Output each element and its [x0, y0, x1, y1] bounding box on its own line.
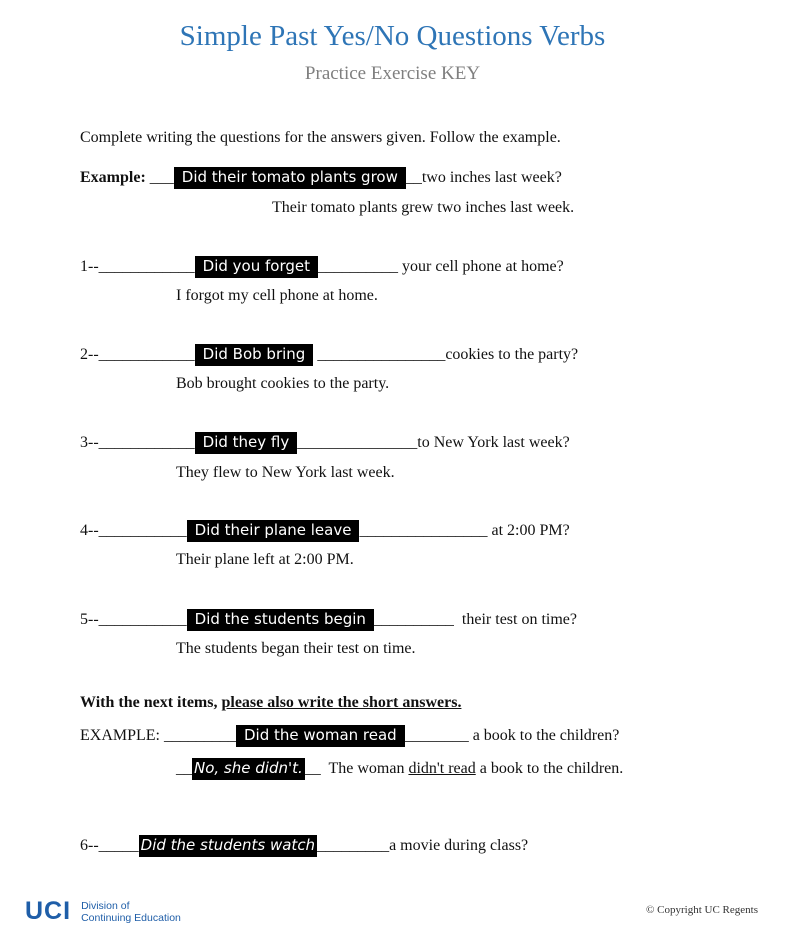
page-title: Simple Past Yes/No Questions Verbs: [179, 20, 606, 52]
blank: ___________: [98, 522, 187, 539]
question-rest: two inches last week?: [421, 169, 562, 186]
division-line-2: Continuing Education: [81, 911, 181, 924]
instructions: Complete writing the questions for the answers given. Follow the example.: [80, 129, 561, 146]
section-heading-text: With the next items,: [80, 694, 222, 711]
item-number: 4--: [80, 522, 99, 539]
blank: __: [304, 760, 321, 777]
item-number: 6--: [80, 837, 99, 854]
answer-box: Did the students watch: [139, 835, 317, 857]
question-rest: a book to the children?: [468, 727, 620, 744]
example-statement: Their tomato plants grew two inches last week.: [272, 199, 575, 216]
short-example-question-line: [80, 725, 619, 747]
statement-1: I forgot my cell phone at home.: [176, 287, 378, 304]
answer-box: Did the woman read: [236, 725, 405, 747]
question-line-6: [80, 835, 528, 857]
uci-logo-text: UCI: [25, 897, 72, 925]
section-heading: [80, 694, 461, 712]
blank: __________: [373, 611, 454, 628]
blank: ____________: [98, 434, 195, 451]
blank: ___: [149, 169, 174, 186]
statement-3: They flew to New York last week.: [176, 464, 395, 481]
blank: __: [405, 169, 422, 186]
statement-underlined: didn't read: [408, 760, 476, 777]
answer-box: Did you forget: [195, 256, 318, 278]
statement-text: a book to the children.: [475, 760, 624, 777]
short-answer-box: No, she didn't.: [192, 758, 305, 780]
blank: __________: [318, 258, 398, 275]
question-rest: cookies to the party?: [445, 346, 579, 363]
section-heading-underlined: please also write the short answers.: [221, 694, 462, 711]
example-label: Example:: [80, 169, 146, 186]
question-rest: your cell phone at home?: [398, 258, 564, 275]
blank: _________: [160, 727, 236, 744]
uci-logo: [25, 897, 181, 926]
question-line-3: [80, 432, 570, 454]
statement-2: Bob brought cookies to the party.: [176, 375, 390, 392]
blank: ___________: [98, 611, 187, 628]
blank: __: [176, 760, 192, 777]
question-rest: a movie during class?: [389, 837, 529, 854]
blank: _________: [317, 837, 390, 854]
item-number: 1--: [80, 258, 99, 275]
answer-box: Did they fly: [195, 432, 298, 454]
blank: ____________: [98, 258, 195, 275]
answer-box: Did their plane leave: [187, 520, 360, 542]
blank: ________________: [359, 522, 488, 539]
page-subtitle: Practice Exercise KEY: [304, 63, 481, 84]
question-line-1: [80, 256, 564, 278]
item-number: 3--: [80, 434, 99, 451]
question-line-4: [80, 520, 570, 542]
division-line-1: Division of: [81, 899, 130, 912]
blank: ____________: [98, 346, 195, 363]
statement-text: The woman: [320, 760, 409, 777]
answer-box: Did Bob bring: [195, 344, 314, 366]
example-label: EXAMPLE:: [80, 727, 160, 744]
short-answer-line: [176, 758, 623, 780]
example-question-line: [80, 167, 562, 189]
answer-box: Did their tomato plants grow: [174, 167, 406, 189]
blank: _____: [98, 837, 139, 854]
item-number: 5--: [80, 611, 99, 628]
answer-box: Did the students begin: [187, 609, 374, 631]
item-number: 2--: [80, 346, 99, 363]
statement-5: The students began their test on time.: [176, 640, 416, 657]
question-rest: their test on time?: [453, 611, 577, 628]
blank: _______________: [297, 434, 418, 451]
blank: ________________: [313, 346, 446, 363]
question-rest: to New York last week?: [417, 434, 570, 451]
division-name: [81, 900, 181, 924]
copyright: © Copyright UC Regents: [646, 904, 758, 916]
question-rest: at 2:00 PM?: [487, 522, 570, 539]
blank: ________: [404, 727, 469, 744]
statement-4: Their plane left at 2:00 PM.: [176, 551, 354, 568]
question-line-5: [80, 609, 577, 631]
question-line-2: [80, 344, 578, 366]
